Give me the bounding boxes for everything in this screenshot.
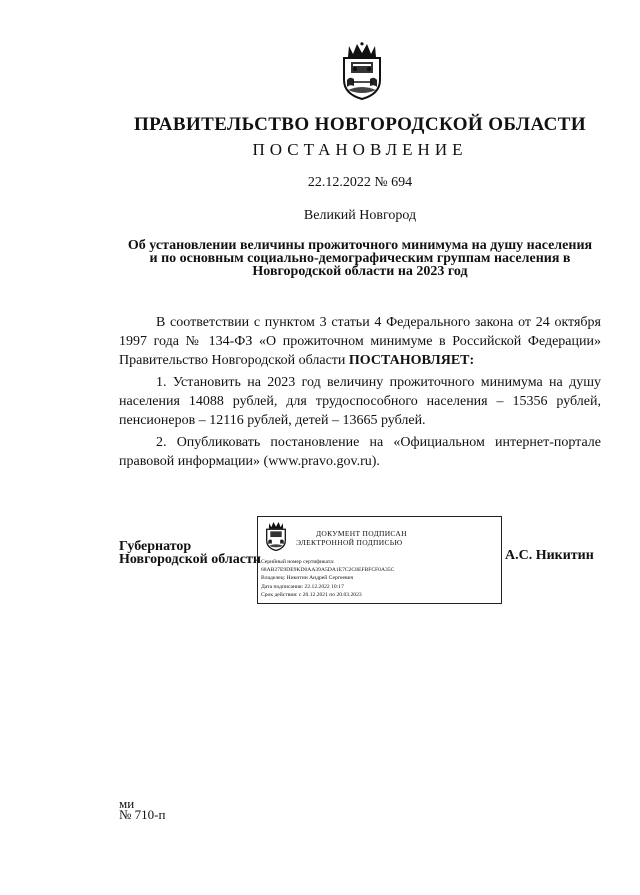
footer-number: № 710-п [119, 807, 166, 822]
signer-position-line: Новгородской области [119, 552, 261, 567]
stamp-title [296, 529, 496, 547]
document-type: ПОСТАНОВЛЕНИЕ [252, 140, 468, 159]
stamp-details [261, 558, 499, 599]
stamp-signed-date: Дата подписания: 22.12.2022 10:17 [261, 583, 344, 590]
stamp-cert-label: Серийный номер сертификата: [261, 559, 335, 565]
novgorod-coat-of-arms-icon [263, 521, 289, 551]
stamp-title-line: ДОКУМЕНТ ПОДПИСАН [316, 529, 407, 538]
resolution-item-1: 1. Установить на 2023 год величину прожиточного минимума на душу населения 14088 рублей, для трудоспособного населения – 15356 рублей, пенсионеров – 12116 рублей, детей – 13665 рублей. [119, 375, 601, 428]
footer-initials: ми [119, 796, 135, 811]
resolves-keyword: ПОСТАНОВЛЯЕТ: [348, 353, 475, 368]
preamble-text: В соответствии с пунктом 3 статьи 4 Федерального закона от 24 октября 1997 года № 134-ФЗ «О прожиточном минимуме в Российской Федерации» Правительство Новгородской области [119, 315, 601, 368]
stamp-owner: Владелец: Никитин Андрей Сергеевич [261, 575, 354, 582]
document-subject [120, 239, 600, 278]
stamp-validity: Срок действия: с 20.12.2021 по 20.03.2023 [261, 591, 362, 598]
document-date-number: 22.12.2022 № 694 [307, 175, 413, 190]
resolution-item-2: 2. Опубликовать постановление на «Официальном интернет-портале правовой информации» (www.pravo.gov.ru). [119, 435, 601, 469]
government-title: ПРАВИТЕЛЬСТВО НОВГОРОДСКОЙ ОБЛАСТИ [134, 114, 586, 135]
subject-line: Об установлении величины прожиточного минимума на душу населения [127, 238, 593, 253]
preamble-paragraph [119, 313, 601, 370]
subject-line: Новгородской области на 2023 год [252, 264, 468, 279]
signer-name: А.С. Никитин [505, 548, 594, 563]
novgorod-coat-of-arms-icon [340, 42, 384, 100]
electronic-signature-stamp [257, 516, 502, 604]
document-body [119, 313, 601, 474]
document-footer [119, 798, 165, 820]
stamp-cert-serial: 68AB27E9DE9KD0AA39A5DA1E7C2C8EFBFCF0A35C [261, 567, 395, 574]
signer-position-line: Губернатор [119, 539, 192, 554]
document-city: Великий Новгород [303, 208, 417, 223]
signer-position [119, 540, 261, 566]
subject-line: и по основным социально-демографическим группам населения в [149, 251, 571, 266]
stamp-title-line: ЭЛЕКТРОННОЙ ПОДПИСЬЮ [296, 538, 403, 547]
